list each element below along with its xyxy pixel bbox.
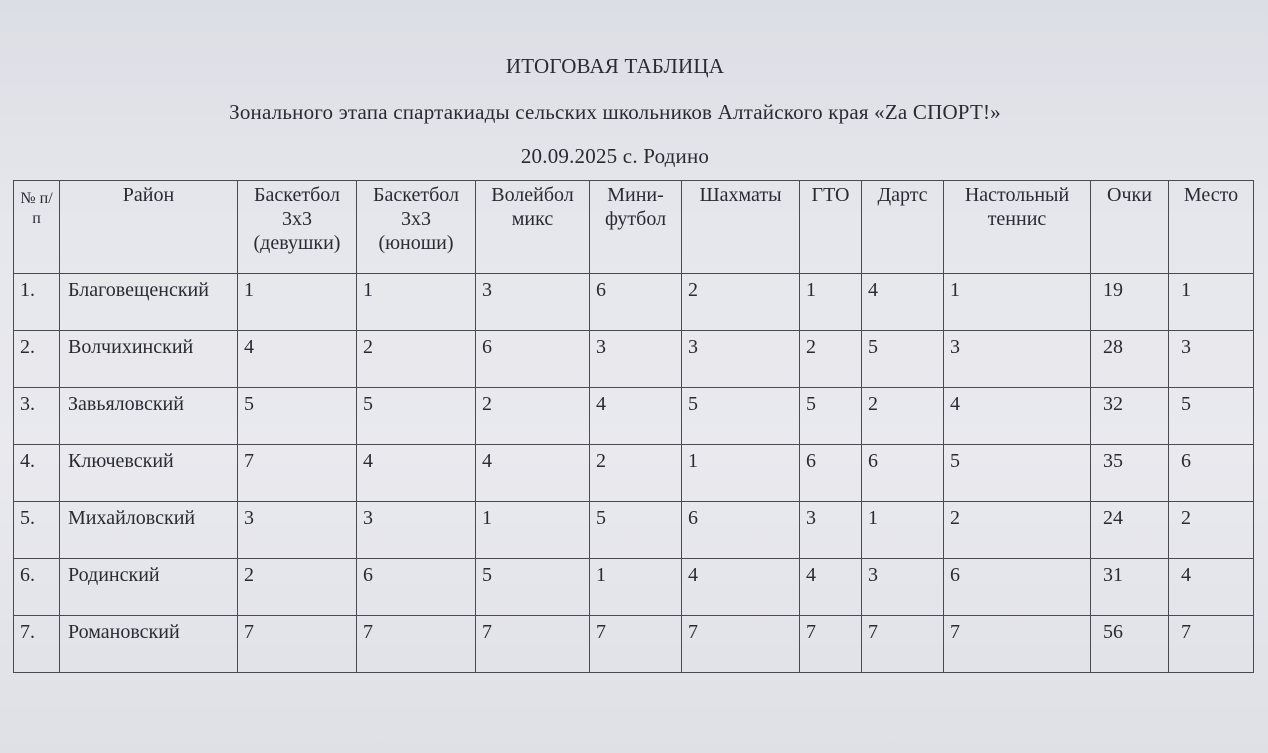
cell-points: 28 — [1091, 331, 1169, 388]
header-place: Место — [1169, 181, 1254, 274]
cell-basketball-boys: 5 — [357, 388, 476, 445]
table-row — [14, 331, 1254, 388]
cell-gto: 5 — [800, 388, 862, 445]
cell-place: 5 — [1169, 388, 1254, 445]
cell-table-tennis: 5 — [944, 445, 1091, 502]
cell-basketball-girls: 5 — [238, 388, 357, 445]
cell-chess: 5 — [682, 388, 800, 445]
cell-num: 5. — [14, 502, 60, 559]
cell-points: 32 — [1091, 388, 1169, 445]
cell-chess: 7 — [682, 616, 800, 673]
header-district: Район — [60, 181, 238, 274]
cell-num: 7. — [14, 616, 60, 673]
cell-gto: 4 — [800, 559, 862, 616]
header-basketball-boys: Баскетбол 3х3 (юноши) — [357, 181, 476, 274]
header-chess: Шахматы — [682, 181, 800, 274]
cell-volleyball: 7 — [476, 616, 590, 673]
cell-district: Волчихинский — [60, 331, 238, 388]
cell-table-tennis: 3 — [944, 331, 1091, 388]
cell-basketball-girls: 3 — [238, 502, 357, 559]
header-points: Очки — [1091, 181, 1169, 274]
cell-darts: 5 — [862, 331, 944, 388]
cell-minifootball: 4 — [590, 388, 682, 445]
cell-table-tennis: 1 — [944, 274, 1091, 331]
cell-minifootball: 3 — [590, 331, 682, 388]
cell-volleyball: 3 — [476, 274, 590, 331]
cell-darts: 3 — [862, 559, 944, 616]
cell-darts: 2 — [862, 388, 944, 445]
table-row — [14, 274, 1254, 331]
table-row — [14, 559, 1254, 616]
cell-basketball-girls: 4 — [238, 331, 357, 388]
cell-volleyball: 5 — [476, 559, 590, 616]
cell-chess: 4 — [682, 559, 800, 616]
cell-basketball-girls: 2 — [238, 559, 357, 616]
table-row — [14, 388, 1254, 445]
table-row — [14, 616, 1254, 673]
cell-table-tennis: 7 — [944, 616, 1091, 673]
cell-gto: 7 — [800, 616, 862, 673]
cell-chess: 6 — [682, 502, 800, 559]
table-row — [14, 445, 1254, 502]
document-subtitle: Зонального этапа спартакиады сельских школьников Алтайского края «Zа СПОРТ!» — [229, 100, 1001, 124]
cell-volleyball: 4 — [476, 445, 590, 502]
cell-num: 3. — [14, 388, 60, 445]
cell-darts: 1 — [862, 502, 944, 559]
cell-num: 6. — [14, 559, 60, 616]
cell-basketball-girls: 7 — [238, 616, 357, 673]
cell-basketball-girls: 7 — [238, 445, 357, 502]
cell-volleyball: 1 — [476, 502, 590, 559]
header-basketball-girls: Баскетбол 3х3 (девушки) — [238, 181, 357, 274]
cell-district: Благовещенский — [60, 274, 238, 331]
cell-points: 31 — [1091, 559, 1169, 616]
cell-district: Родинский — [60, 559, 238, 616]
document-date-place: 20.09.2025 с. Родино — [520, 144, 710, 168]
cell-gto: 3 — [800, 502, 862, 559]
cell-table-tennis: 2 — [944, 502, 1091, 559]
cell-place: 4 — [1169, 559, 1254, 616]
cell-place: 7 — [1169, 616, 1254, 673]
cell-place: 6 — [1169, 445, 1254, 502]
header-num: № п/п — [14, 181, 60, 274]
cell-place: 1 — [1169, 274, 1254, 331]
cell-place: 2 — [1169, 502, 1254, 559]
cell-points: 24 — [1091, 502, 1169, 559]
header-volleyball: Волейбол микс — [476, 181, 590, 274]
cell-district: Ключевский — [60, 445, 238, 502]
cell-chess: 1 — [682, 445, 800, 502]
cell-basketball-boys: 7 — [357, 616, 476, 673]
cell-chess: 2 — [682, 274, 800, 331]
cell-basketball-boys: 6 — [357, 559, 476, 616]
cell-darts: 6 — [862, 445, 944, 502]
cell-gto: 6 — [800, 445, 862, 502]
cell-points: 19 — [1091, 274, 1169, 331]
document-title: ИТОГОВАЯ ТАБЛИЦА — [505, 54, 725, 78]
cell-basketball-boys: 3 — [357, 502, 476, 559]
cell-chess: 3 — [682, 331, 800, 388]
cell-minifootball: 2 — [590, 445, 682, 502]
cell-num: 2. — [14, 331, 60, 388]
cell-volleyball: 6 — [476, 331, 590, 388]
cell-district: Михайловский — [60, 502, 238, 559]
table-row — [14, 502, 1254, 559]
cell-num: 1. — [14, 274, 60, 331]
cell-minifootball: 5 — [590, 502, 682, 559]
cell-minifootball: 1 — [590, 559, 682, 616]
header-row — [14, 181, 1254, 274]
cell-darts: 4 — [862, 274, 944, 331]
cell-place: 3 — [1169, 331, 1254, 388]
cell-district: Романовский — [60, 616, 238, 673]
cell-gto: 2 — [800, 331, 862, 388]
cell-basketball-boys: 1 — [357, 274, 476, 331]
cell-table-tennis: 4 — [944, 388, 1091, 445]
header-gto: ГТО — [800, 181, 862, 274]
header-minifootball: Мини-футбол — [590, 181, 682, 274]
cell-volleyball: 2 — [476, 388, 590, 445]
cell-basketball-boys: 2 — [357, 331, 476, 388]
results-table — [13, 180, 1254, 673]
cell-minifootball: 6 — [590, 274, 682, 331]
cell-points: 56 — [1091, 616, 1169, 673]
header-darts: Дартс — [862, 181, 944, 274]
cell-points: 35 — [1091, 445, 1169, 502]
cell-darts: 7 — [862, 616, 944, 673]
cell-gto: 1 — [800, 274, 862, 331]
cell-num: 4. — [14, 445, 60, 502]
header-table-tennis: Настольный теннис — [944, 181, 1091, 274]
cell-district: Завьяловский — [60, 388, 238, 445]
cell-table-tennis: 6 — [944, 559, 1091, 616]
cell-minifootball: 7 — [590, 616, 682, 673]
cell-basketball-girls: 1 — [238, 274, 357, 331]
cell-basketball-boys: 4 — [357, 445, 476, 502]
